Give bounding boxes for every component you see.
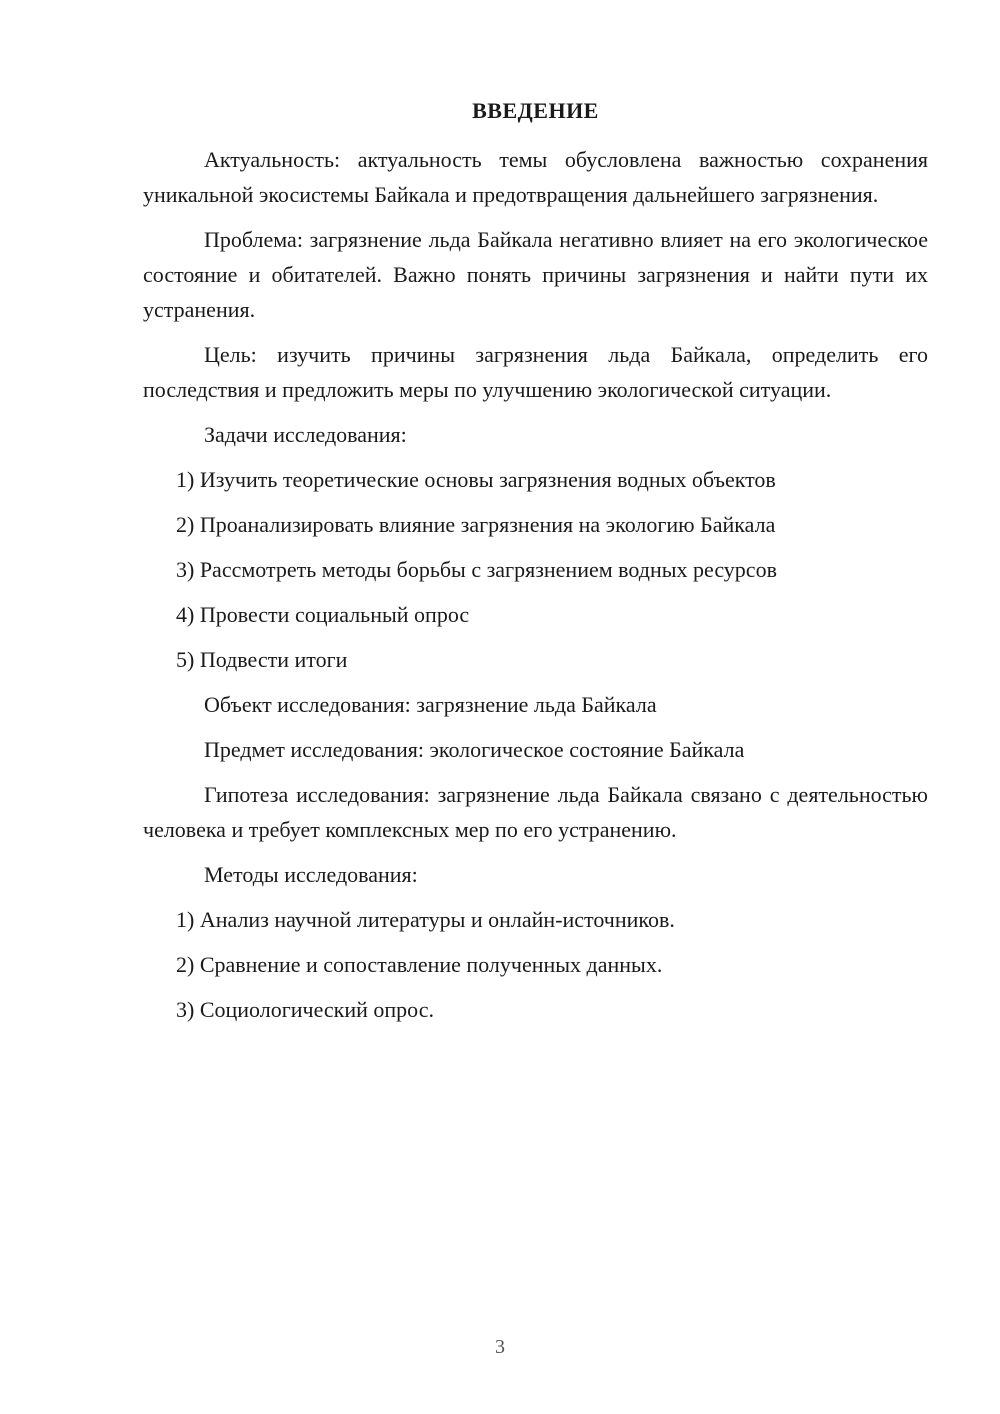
hypothesis-paragraph: Гипотеза исследования: загрязнение льда Байкала связано с деятельностью человека и требует комплексных мер по его устранению.	[143, 782, 928, 842]
methods-list	[143, 902, 928, 1027]
list-item: 4) Провести социальный опрос	[176, 602, 470, 627]
relevance-paragraph: Актуальность: актуальность темы обусловлена важностью сохранения уникальной экосистемы Байкала и предотвращения дальнейшего загрязнения.	[143, 147, 928, 207]
methods-heading: Методы исследования:	[204, 862, 418, 887]
research-subject: Предмет исследования: экологическое состояние Байкала	[204, 737, 745, 762]
list-item: 2) Сравнение и сопоставление полученных данных.	[176, 952, 663, 977]
list-item: 2) Проанализировать влияние загрязнения на экологию Байкала	[176, 512, 776, 537]
tasks-heading: Задачи исследования:	[204, 422, 407, 447]
research-object: Объект исследования: загрязнение льда Байкала	[204, 692, 657, 717]
list-item: 3) Социологический опрос.	[176, 997, 434, 1022]
list-item: 1) Изучить теоретические основы загрязнения водных объектов	[176, 467, 776, 492]
goal-paragraph: Цель: изучить причины загрязнения льда Байкала, определить его последствия и предложить меры по улучшению экологической ситуации.	[143, 342, 928, 402]
page-number: 3	[495, 1336, 505, 1358]
section-heading: ВВЕДЕНИЕ	[472, 98, 599, 123]
list-item: 1) Анализ научной литературы и онлайн-источников.	[176, 907, 675, 932]
document-body	[143, 94, 928, 1037]
list-item: 3) Рассмотреть методы борьбы с загрязнением водных ресурсов	[176, 557, 777, 582]
problem-paragraph: Проблема: загрязнение льда Байкала негативно влияет на его экологическое состояние и обитателей. Важно понять причины загрязнения и найти пути их устранения.	[143, 227, 928, 322]
tasks-list	[143, 462, 928, 677]
list-item: 5) Подвести итоги	[176, 647, 348, 672]
